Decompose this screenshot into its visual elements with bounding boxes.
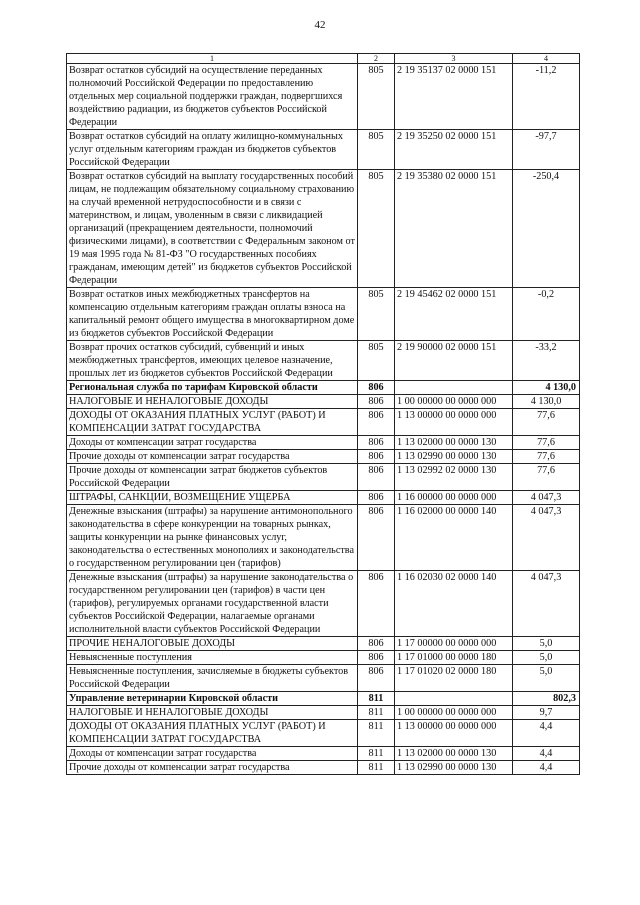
row-admin-code: 806	[358, 381, 395, 395]
table-row	[67, 64, 580, 130]
row-amount: 77,6	[513, 464, 580, 491]
row-budget-code: 1 16 00000 00 0000 000	[395, 491, 513, 505]
row-budget-code: 2 19 35250 02 0000 151	[395, 130, 513, 170]
table-row	[67, 395, 580, 409]
row-name: ДОХОДЫ ОТ ОКАЗАНИЯ ПЛАТНЫХ УСЛУГ (РАБОТ) И КОМПЕНСАЦИИ ЗАТРАТ ГОСУДАРСТВА	[67, 409, 358, 436]
row-admin-code: 811	[358, 692, 395, 706]
table-row	[67, 464, 580, 491]
row-budget-code: 1 13 02992 02 0000 130	[395, 464, 513, 491]
row-name: ДОХОДЫ ОТ ОКАЗАНИЯ ПЛАТНЫХ УСЛУГ (РАБОТ) И КОМПЕНСАЦИИ ЗАТРАТ ГОСУДАРСТВА	[67, 720, 358, 747]
table-row-agency	[67, 381, 580, 395]
row-amount: 5,0	[513, 665, 580, 692]
row-admin-code: 811	[358, 761, 395, 775]
header-col-2: 2	[358, 54, 395, 64]
row-name: Возврат остатков субсидий на осуществление переданных полномочий Российской Федерации по предоставлению отдельных мер социальной поддержки граждан, подвергшихся воздействию радиации, из бюджетов субъектов Российской Федерации	[67, 64, 358, 130]
table-row	[67, 409, 580, 436]
table-row	[67, 170, 580, 288]
table-row	[67, 761, 580, 775]
row-amount: 4 047,3	[513, 505, 580, 571]
row-admin-code: 806	[358, 464, 395, 491]
row-amount: -11,2	[513, 64, 580, 130]
row-name: ПРОЧИЕ НЕНАЛОГОВЫЕ ДОХОДЫ	[67, 637, 358, 651]
row-name: Невыясненные поступления	[67, 651, 358, 665]
table-row	[67, 436, 580, 450]
row-admin-code: 811	[358, 706, 395, 720]
row-admin-code: 806	[358, 665, 395, 692]
row-amount: 4,4	[513, 720, 580, 747]
table-row	[67, 637, 580, 651]
table-row	[67, 706, 580, 720]
row-admin-code: 805	[358, 130, 395, 170]
row-budget-code: 2 19 90000 02 0000 151	[395, 341, 513, 381]
row-name: ШТРАФЫ, САНКЦИИ, ВОЗМЕЩЕНИЕ УЩЕРБА	[67, 491, 358, 505]
row-admin-code: 811	[358, 720, 395, 747]
row-amount: 4 130,0	[513, 395, 580, 409]
table-body	[67, 64, 580, 775]
row-admin-code: 806	[358, 651, 395, 665]
header-col-3: 3	[395, 54, 513, 64]
table-row	[67, 341, 580, 381]
row-admin-code: 806	[358, 637, 395, 651]
row-name: Доходы от компенсации затрат государства	[67, 747, 358, 761]
header-col-1: 1	[67, 54, 358, 64]
row-admin-code: 806	[358, 491, 395, 505]
table-row	[67, 288, 580, 341]
row-budget-code: 1 13 00000 00 0000 000	[395, 720, 513, 747]
row-name: Региональная служба по тарифам Кировской области	[67, 381, 358, 395]
row-admin-code: 806	[358, 571, 395, 637]
page-number: 42	[314, 19, 326, 31]
table-row	[67, 450, 580, 464]
row-admin-code: 811	[358, 747, 395, 761]
row-admin-code: 805	[358, 288, 395, 341]
row-amount: 802,3	[513, 692, 580, 706]
table-header-row	[67, 54, 580, 64]
row-name: Прочие доходы от компенсации затрат государства	[67, 450, 358, 464]
row-name: Невыясненные поступления, зачисляемые в бюджеты субъектов Российской Федерации	[67, 665, 358, 692]
row-amount: 5,0	[513, 637, 580, 651]
row-budget-code: 1 00 00000 00 0000 000	[395, 395, 513, 409]
row-amount: 77,6	[513, 436, 580, 450]
row-budget-code: 2 19 35137 02 0000 151	[395, 64, 513, 130]
row-budget-code: 1 13 02990 00 0000 130	[395, 450, 513, 464]
row-name: НАЛОГОВЫЕ И НЕНАЛОГОВЫЕ ДОХОДЫ	[67, 395, 358, 409]
row-budget-code: 1 00 00000 00 0000 000	[395, 706, 513, 720]
row-amount: 4,4	[513, 761, 580, 775]
row-admin-code: 805	[358, 341, 395, 381]
row-amount: 4 047,3	[513, 491, 580, 505]
row-amount: -97,7	[513, 130, 580, 170]
row-name: Прочие доходы от компенсации затрат бюджетов субъектов Российской Федерации	[67, 464, 358, 491]
row-budget-code: 1 16 02000 00 0000 140	[395, 505, 513, 571]
table-row-agency	[67, 692, 580, 706]
row-name: НАЛОГОВЫЕ И НЕНАЛОГОВЫЕ ДОХОДЫ	[67, 706, 358, 720]
row-amount: -33,2	[513, 341, 580, 381]
row-amount: -0,2	[513, 288, 580, 341]
row-name: Денежные взыскания (штрафы) за нарушение законодательства о государственном регулировании цен (тарифов) в части цен (тарифов), регулируемых органами государственной власти субъектов Российской Федерации, налагаемые органами исполнительной власти субъектов Российской Федерации	[67, 571, 358, 637]
row-name: Возврат остатков субсидий на выплату государственных пособий лицам, не подлежащим обязательному социальному страхованию на случай временной нетрудоспособности и в связи с материнством, и лицам, уволенным в связи с ликвидацией организаций (прекращением деятельности, полномочий физическими лицами), в соответствии с Федеральным законом от 19 мая 1995 года № 81-ФЗ "О государственных пособиях гражданам, имеющим детей" из бюджетов субъектов Российской Федерации	[67, 170, 358, 288]
row-name: Возврат остатков иных межбюджетных трансфертов на компенсацию отдельным категориям граждан оплаты взноса на капитальный ремонт общего имущества в многоквартирном доме из бюджетов субъектов Российской Федерации	[67, 288, 358, 341]
row-budget-code: 1 16 02030 02 0000 140	[395, 571, 513, 637]
table-row	[67, 720, 580, 747]
row-budget-code: 1 17 01000 00 0000 180	[395, 651, 513, 665]
row-budget-code: 1 13 02000 00 0000 130	[395, 436, 513, 450]
row-amount: 9,7	[513, 706, 580, 720]
row-amount: 77,6	[513, 450, 580, 464]
row-budget-code: 1 13 02990 00 0000 130	[395, 761, 513, 775]
row-budget-code: 1 13 02000 00 0000 130	[395, 747, 513, 761]
header-col-4: 4	[513, 54, 580, 64]
row-amount: -250,4	[513, 170, 580, 288]
table-row	[67, 665, 580, 692]
row-name: Прочие доходы от компенсации затрат государства	[67, 761, 358, 775]
table-row	[67, 651, 580, 665]
row-name: Возврат остатков субсидий на оплату жилищно-коммунальных услуг отдельным категориям граждан из бюджетов субъектов Российской Федерации	[67, 130, 358, 170]
row-amount: 77,6	[513, 409, 580, 436]
row-admin-code: 806	[358, 409, 395, 436]
table-row	[67, 505, 580, 571]
row-name: Доходы от компенсации затрат государства	[67, 436, 358, 450]
row-admin-code: 805	[358, 64, 395, 130]
row-amount: 5,0	[513, 651, 580, 665]
row-budget-code: 1 17 00000 00 0000 000	[395, 637, 513, 651]
row-budget-code: 2 19 35380 02 0000 151	[395, 170, 513, 288]
row-admin-code: 805	[358, 170, 395, 288]
row-budget-code: 1 13 00000 00 0000 000	[395, 409, 513, 436]
row-budget-code: 1 17 01020 02 0000 180	[395, 665, 513, 692]
row-amount: 4 047,3	[513, 571, 580, 637]
revenue-table	[66, 53, 580, 775]
row-admin-code: 806	[358, 450, 395, 464]
table-row	[67, 130, 580, 170]
row-admin-code: 806	[358, 505, 395, 571]
table-row	[67, 491, 580, 505]
row-budget-code	[395, 381, 513, 395]
table-row	[67, 571, 580, 637]
row-admin-code: 806	[358, 436, 395, 450]
row-amount: 4,4	[513, 747, 580, 761]
row-name: Управление ветеринарии Кировской области	[67, 692, 358, 706]
row-name: Возврат прочих остатков субсидий, субвенций и иных межбюджетных трансфертов, имеющих целевое назначение, прошлых лет из бюджетов субъектов Российской Федерации	[67, 341, 358, 381]
row-amount: 4 130,0	[513, 381, 580, 395]
row-admin-code: 806	[358, 395, 395, 409]
table-row	[67, 747, 580, 761]
row-name: Денежные взыскания (штрафы) за нарушение антимонопольного законодательства в сфере конкуренции на товарных рынках, защиты конкуренции на рынке финансовых услуг, законодательства о естественных монополиях и законодательства о государственном регулировании цен (тарифов)	[67, 505, 358, 571]
row-budget-code	[395, 692, 513, 706]
row-budget-code: 2 19 45462 02 0000 151	[395, 288, 513, 341]
